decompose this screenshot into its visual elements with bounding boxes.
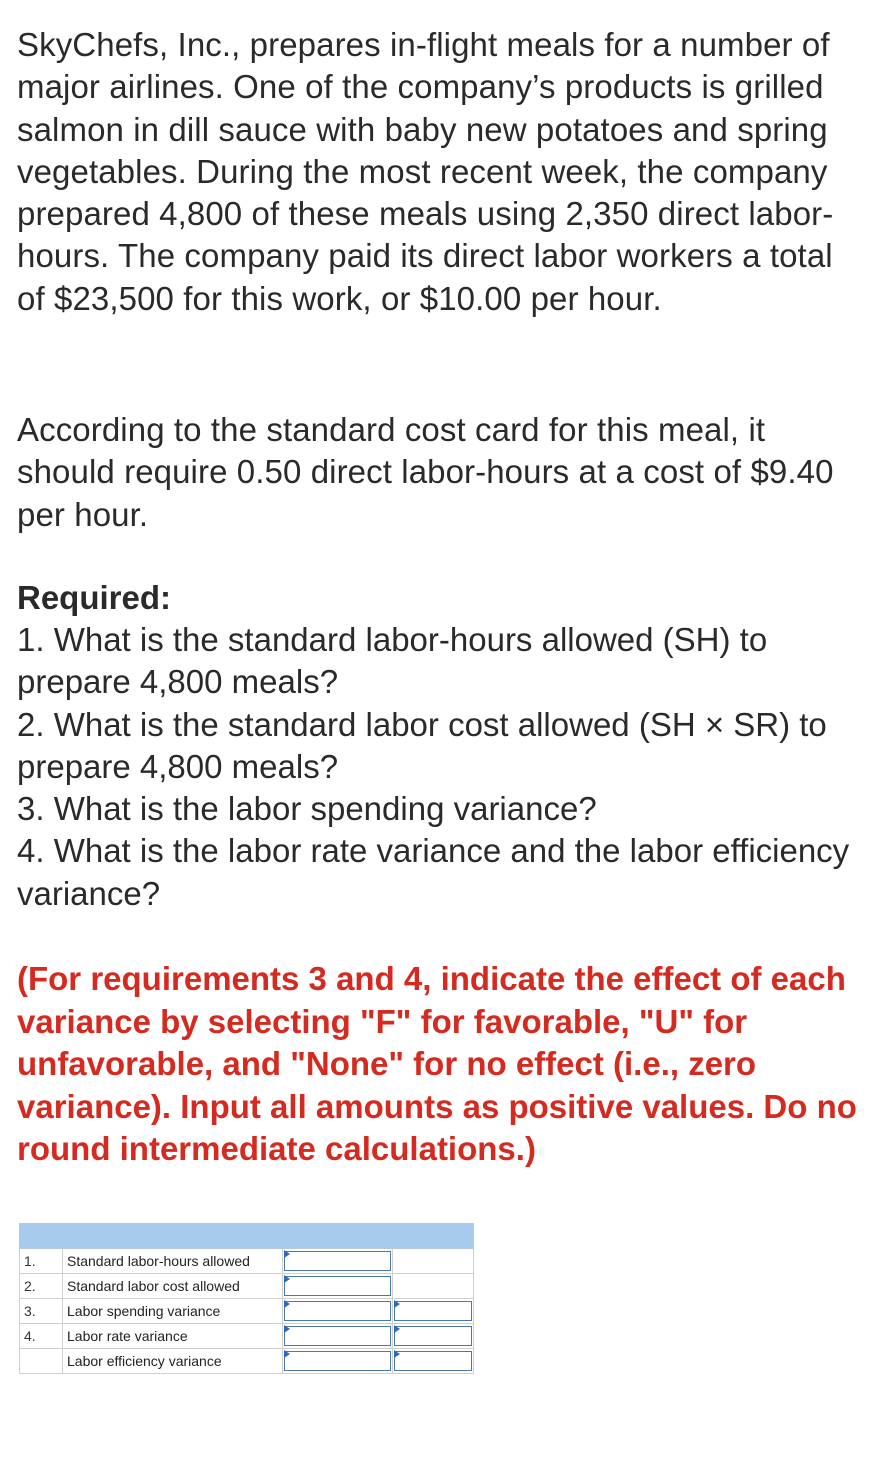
labor-spending-variance-input[interactable] — [284, 1301, 391, 1321]
select-marker-icon — [394, 1350, 400, 1358]
labor-rate-effect-select[interactable] — [394, 1326, 472, 1346]
table-row — [19, 1349, 474, 1374]
row-label: Standard labor cost allowed — [63, 1274, 283, 1298]
table-row — [19, 1324, 474, 1349]
requirement-2: 2. What is the standard labor cost allowed (SH × SR) to prepare 4,800 meals? — [17, 705, 827, 785]
amount-cell — [283, 1349, 393, 1373]
problem-paragraph-2: According to the standard cost card for this meal, it should require 0.50 direct labor-hours at a cost of $9.40 per hour. — [17, 411, 834, 533]
row-number: 3. — [19, 1299, 63, 1323]
amount-cell — [283, 1299, 393, 1323]
table-row — [19, 1249, 474, 1274]
row-label: Labor rate variance — [63, 1324, 283, 1348]
labor-efficiency-effect-select[interactable] — [394, 1351, 472, 1371]
effect-cell — [393, 1324, 474, 1348]
amount-cell — [283, 1274, 393, 1298]
labor-spending-effect-select[interactable] — [394, 1301, 472, 1321]
input-marker-icon — [284, 1275, 290, 1283]
effect-cell — [393, 1299, 474, 1323]
input-marker-icon — [284, 1350, 290, 1358]
labor-rate-variance-input[interactable] — [284, 1326, 391, 1346]
input-marker-icon — [284, 1325, 290, 1333]
answer-table — [19, 1223, 474, 1374]
table-row — [19, 1274, 474, 1299]
input-marker-icon — [284, 1300, 290, 1308]
input-marker-icon — [284, 1250, 290, 1258]
row-label: Standard labor-hours allowed — [63, 1249, 283, 1273]
row-number — [19, 1349, 63, 1373]
effect-cell — [393, 1349, 474, 1373]
instructions-note: (For requirements 3 and 4, indicate the effect of each variance by selecting "F" for favorable, "U" for unfavorable, and "None" for no effect (i.e., zero variance). Input all amounts as positive values. Do no round intermediate calculations.) — [17, 960, 857, 1168]
row-label: Labor efficiency variance — [63, 1349, 283, 1373]
table-row — [19, 1299, 474, 1324]
empty-effect-cell — [394, 1276, 472, 1296]
requirements-list — [17, 619, 867, 915]
row-label: Labor spending variance — [63, 1299, 283, 1323]
requirement-1: 1. What is the standard labor-hours allowed (SH) to prepare 4,800 meals? — [17, 621, 768, 701]
standard-labor-hours-input[interactable] — [284, 1251, 391, 1271]
table-header-bar — [19, 1223, 474, 1249]
requirement-4: 4. What is the labor rate variance and the labor efficiency variance? — [17, 832, 850, 912]
amount-cell — [283, 1324, 393, 1348]
empty-effect-cell — [394, 1251, 472, 1271]
effect-cell — [393, 1274, 474, 1298]
effect-cell — [393, 1249, 474, 1273]
row-number: 2. — [19, 1274, 63, 1298]
select-marker-icon — [394, 1300, 400, 1308]
requirement-3: 3. What is the labor spending variance? — [17, 790, 597, 828]
row-number: 1. — [19, 1249, 63, 1273]
amount-cell — [283, 1249, 393, 1273]
required-heading: Required: — [17, 579, 172, 616]
problem-paragraph-1: SkyChefs, Inc., prepares in-flight meals for a number of major airlines. One of the company’s products is grilled salmon in dill sauce with baby new potatoes and spring vegetables. During the most recent week, the company prepared 4,800 of these meals using 2,350 direct labor-hours. The company paid its direct labor workers a total of $23,500 for this work, or $10.00 per hour. — [17, 26, 834, 317]
row-number: 4. — [19, 1324, 63, 1348]
labor-efficiency-variance-input[interactable] — [284, 1351, 391, 1371]
standard-labor-cost-input[interactable] — [284, 1276, 391, 1296]
select-marker-icon — [394, 1325, 400, 1333]
